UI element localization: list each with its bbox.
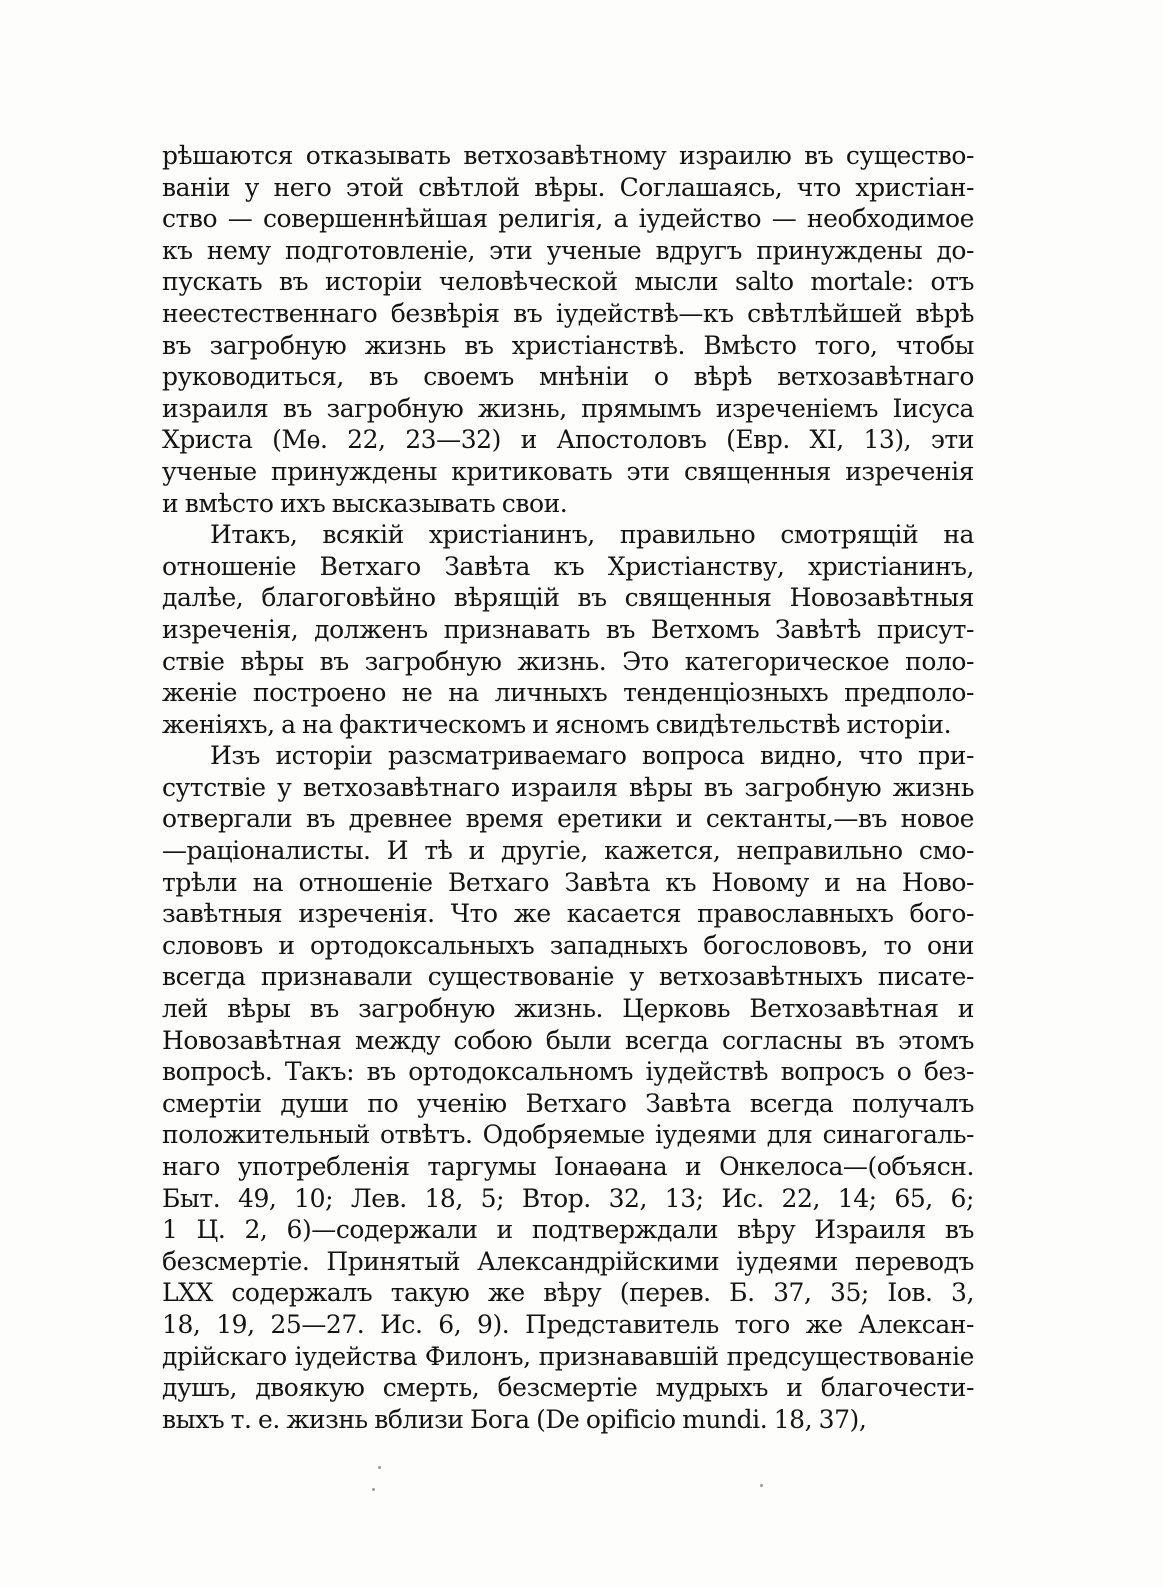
text-line: завѣтныя изреченія. Что же касается православныхъ бого- — [162, 899, 974, 929]
text-line: положительный отвѣтъ. Одобряемые іудеями для синагогаль- — [162, 1120, 974, 1150]
text-line: и вмѣсто ихъ высказывать свои. — [162, 488, 568, 518]
text-line: выхъ т. е. жизнь вблизи Бога (De opificio mundi. 18, 37), — [162, 1404, 867, 1434]
text-line: безсмертіе. Принятый Александрійскими іудеями переводъ — [162, 1246, 974, 1276]
text-line: лей вѣры въ загробную жизнь. Церковь Ветхозавѣтная и — [162, 994, 974, 1024]
text-line: ствіе вѣры въ загробную жизнь. Это категорическое поло- — [162, 646, 974, 676]
text-line: къ нему подготовленіе, эти ученые вдругъ принуждены до- — [162, 235, 974, 265]
text-line: отвергали въ древнее время еретики и сектанты,—въ новое — [162, 804, 974, 834]
text-line: 1 Ц. 2, 6)—содержали и подтверждали вѣру Израиля въ — [162, 1215, 974, 1245]
text-line: женіе построено не на личныхъ тенденціозныхъ предполо- — [162, 678, 974, 708]
paragraph — [162, 740, 974, 1435]
scan-speck — [372, 1488, 375, 1491]
text-line: изреченія, долженъ признавать въ Ветхомъ Завѣтѣ присут- — [162, 614, 974, 644]
text-line: наго употребленія таргумы Іонаѳана и Онкелоса—(объясн. — [162, 1152, 974, 1181]
text-line: неестественнаго безвѣрія въ іудействѣ—къ свѣтлѣйшей вѣрѣ — [162, 298, 974, 328]
text-line: LXX содержалъ такую же вѣру (перев. Б. 37, 35; Іов. 3, — [162, 1278, 974, 1308]
text-line: женіяхъ, а на фактическомъ и ясномъ свидѣтельствѣ исторіи. — [162, 709, 952, 739]
text-line: Итакъ, всякій христіанинъ, правильно смотрящій на — [210, 520, 974, 550]
text-line: дрійскаго іудейства Филонъ, признававшій предсуществованіе — [162, 1341, 974, 1371]
text-line: трѣли на отношеніе Ветхаго Завѣта къ Новому и на Ново- — [162, 867, 974, 897]
text-line: Изъ исторіи разсматриваемаго вопроса видно, что при- — [210, 741, 974, 771]
text-line: ученые принуждены критиковать эти священныя изреченія — [162, 456, 974, 486]
body-text — [162, 140, 974, 1435]
scan-speck — [760, 1484, 763, 1487]
text-line: отношеніе Ветхаго Завѣта къ Христіанству, христіанинъ, — [162, 551, 974, 581]
text-line: руководиться, въ своемъ мнѣніи о вѣрѣ ветхозавѣтнаго — [162, 362, 974, 392]
text-line: Новозавѣтная между собою были всегда согласны въ этомъ — [162, 1025, 974, 1055]
text-line: душъ, двоякую смерть, безсмертіе мудрыхъ и благочести- — [162, 1373, 974, 1403]
text-line: вопросѣ. Такъ: въ ортодоксальномъ іудействѣ вопросъ о без- — [162, 1057, 974, 1087]
text-line: Христа (Мѳ. 22, 23—32) и Апостоловъ (Евр. XI, 13), эти — [162, 425, 974, 455]
text-line: ваніи у него этой свѣтлой вѣры. Соглашаясь, что христіан- — [162, 172, 974, 202]
paragraph — [162, 140, 974, 519]
text-line: 18, 19, 25—27. Ис. 6, 9). Представитель того же Алексан- — [162, 1309, 974, 1339]
text-line: слововъ и ортодоксальныхъ западныхъ богослововъ, то они — [162, 930, 974, 960]
text-line: пускать въ исторіи человѣческой мысли salto mortale: отъ — [162, 267, 974, 297]
text-line: въ загробную жизнь въ христіанствѣ. Вмѣсто того, чтобы — [162, 330, 974, 360]
text-line: Быт. 49, 10; Лев. 18, 5; Втор. 32, 13; Ис. 22, 14; 65, 6; — [162, 1183, 974, 1213]
scan-speck — [378, 1466, 381, 1469]
text-line: рѣшаются отказывать ветхозавѣтному израилю въ существо- — [162, 141, 974, 170]
text-line: —раціоналисты. И тѣ и другіе, кажется, неправильно смо- — [162, 836, 974, 866]
text-line: всегда признавали существованіе у ветхозавѣтныхъ писате- — [162, 962, 974, 992]
text-line: израиля въ загробную жизнь, прямымъ изреченіемъ Іисуса — [162, 393, 974, 423]
text-line: ство — совершеннѣйшая религія, а іудейство — необходимое — [162, 204, 974, 234]
text-line: смертіи души по ученію Ветхаго Завѣта всегда получалъ — [162, 1088, 974, 1118]
text-line: далѣе, благоговѣйно вѣрящій въ священныя Новозавѣтныя — [162, 583, 974, 613]
text-line: сутствіе у ветхозавѣтнаго израиля вѣры въ загробную жизнь — [162, 772, 974, 802]
paragraph — [162, 519, 974, 740]
